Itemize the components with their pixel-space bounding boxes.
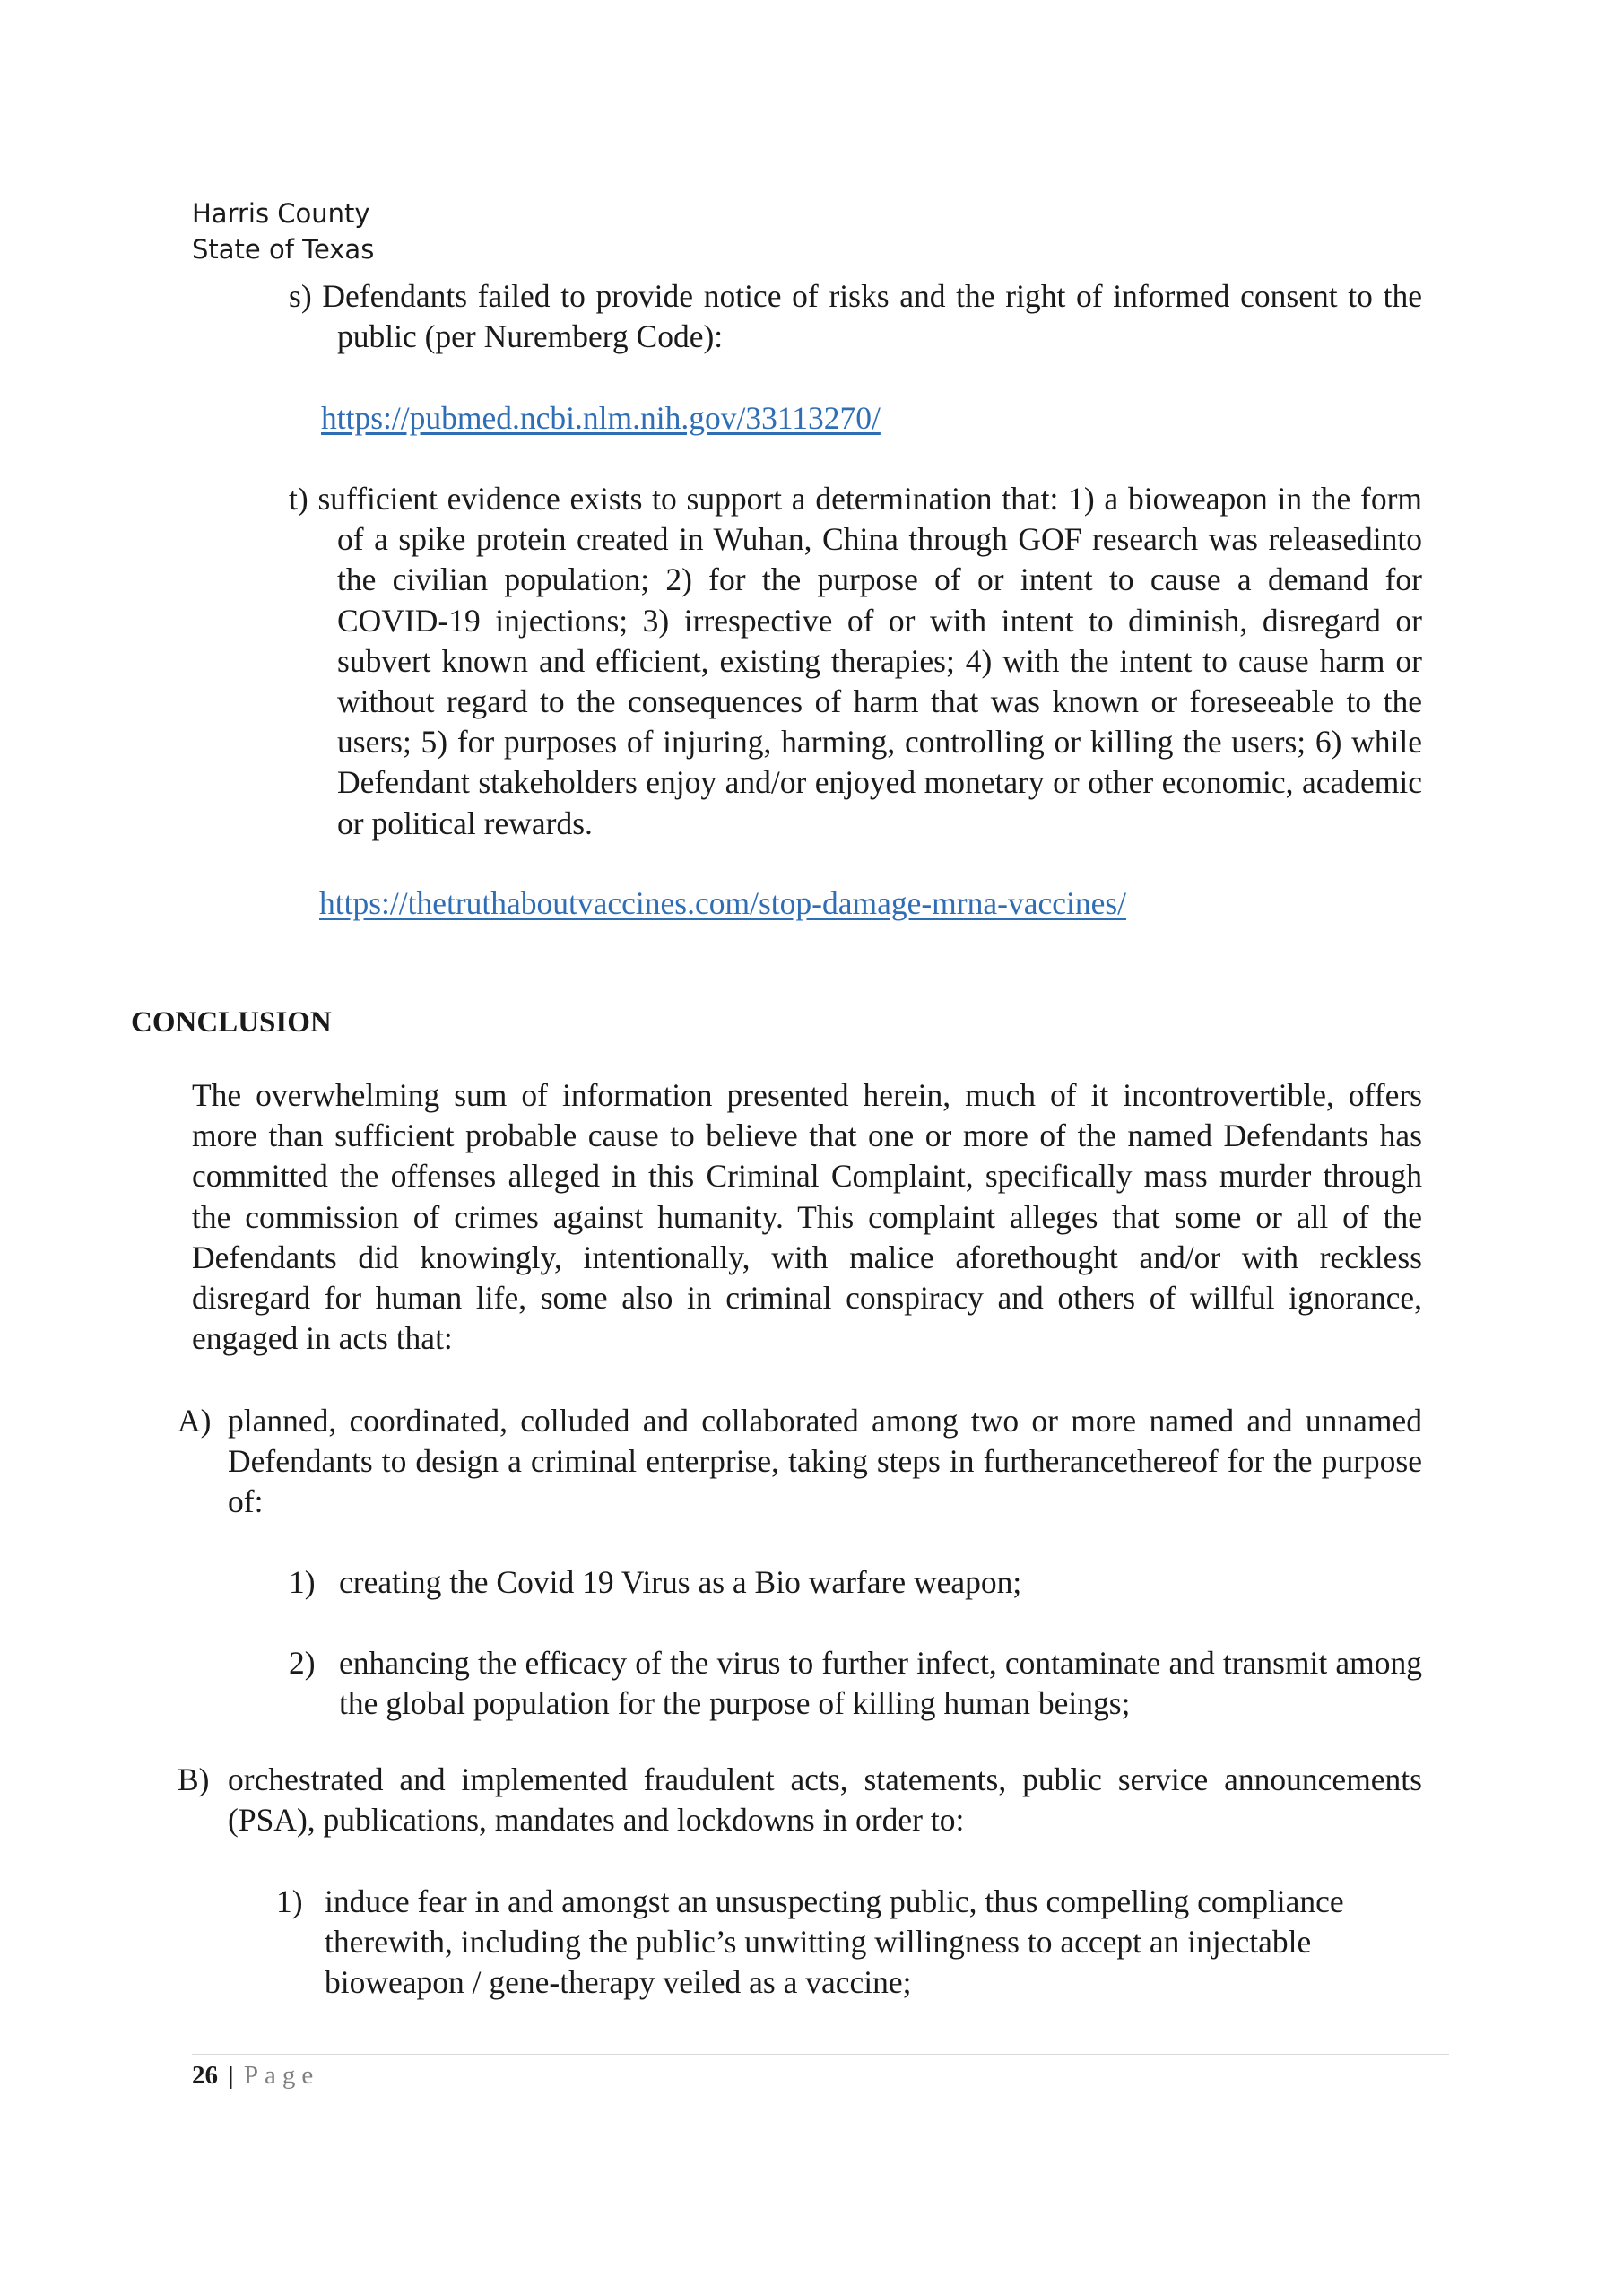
item-t-text: t) sufficient evidence exists to support a determination that: 1) a bioweapon in the form of a spike protein created in Wuhan, China through GOF research was releasedinto the civilian population; 2) for the purpose of or intent to cause a demand for COVID-19 injections; 3) irrespective of or with intent to diminish, disregard or subvert known and efficient, existing therapies; 4) with the intent to cause harm or without regard to the consequences of harm that was known or foreseeable to the users; 5) for purposes of injuring, harming, controlling or killing the users; 6) while Defendant stakeholders enjoy and/or enjoyed monetary or other economic, academic or political rewards. [289,481,1422,841]
document-header [192,196,374,267]
list-marker-a: A) [178,1403,212,1439]
header-county: Harris County [192,198,370,229]
page-word: Page [243,2061,320,2090]
list-item-a1 [289,1562,1422,1603]
list-marker-a1: 1) [289,1564,316,1600]
list-item-b1 [276,1882,1422,2004]
pubmed-link[interactable]: https://pubmed.ncbi.nlm.nih.gov/33113270/ [321,400,881,436]
list-item-a [178,1401,1422,1523]
footer-divider [192,2054,1449,2055]
list-item-b [178,1760,1422,1840]
list-text-a2: enhancing the efficacy of the virus to further infect, contaminate and transmit among the global population for the purpose of killing human beings; [339,1645,1422,1722]
conclusion-intro: The overwhelming sum of information presented herein, much of it incontrovertible, offers more than sufficient probable cause to believe that one or more of the named Defendants has committed the offenses alleged in this Criminal Complaint, specifically mass murder through the commission of crimes against humanity. This complaint alleges that some or all of the Defendants did knowingly, intentionally, with malice aforethought and/or with reckless disregard for human life, some also in criminal conspiracy and others of willful ignorance, engaged in acts that: [192,1077,1422,1357]
list-text-b1: induce fear in and amongst an unsuspecting public, thus compelling compliance therewith, including the public’s unwitting willingness to accept an injectable bioweapon / gene-therapy veiled as a vaccine; [325,1883,1344,2001]
list-marker-b: B) [178,1761,210,1797]
footer-separator: | [228,2061,234,2090]
list-text-a1: creating the Covid 19 Virus as a Bio warfare weapon; [339,1564,1022,1600]
list-marker-b1: 1) [276,1883,303,1919]
truthaboutvaccines-link[interactable]: https://thetruthaboutvaccines.com/stop-damage-mrna-vaccines/ [319,885,1127,921]
list-marker-a2: 2) [289,1645,316,1681]
page-footer [192,2057,319,2093]
list-text-b: orchestrated and implemented fraudulent acts, statements, public service announcements (PSA), publications, mandates and lockdowns in order to: [228,1761,1422,1839]
header-state: State of Texas [192,234,375,265]
list-item-a2 [289,1643,1422,1724]
item-s-text: s) Defendants failed to provide notice of risks and the right of informed consent to the public (per Nuremberg Code): [289,278,1422,355]
conclusion-heading: CONCLUSION [131,1006,332,1039]
list-text-a: planned, coordinated, colluded and collaborated among two or more named and unnamed Defendants to design a criminal enterprise, taking steps in furtherancethereof for the purpose of: [228,1403,1422,1520]
page-number: 26 [192,2061,218,2090]
